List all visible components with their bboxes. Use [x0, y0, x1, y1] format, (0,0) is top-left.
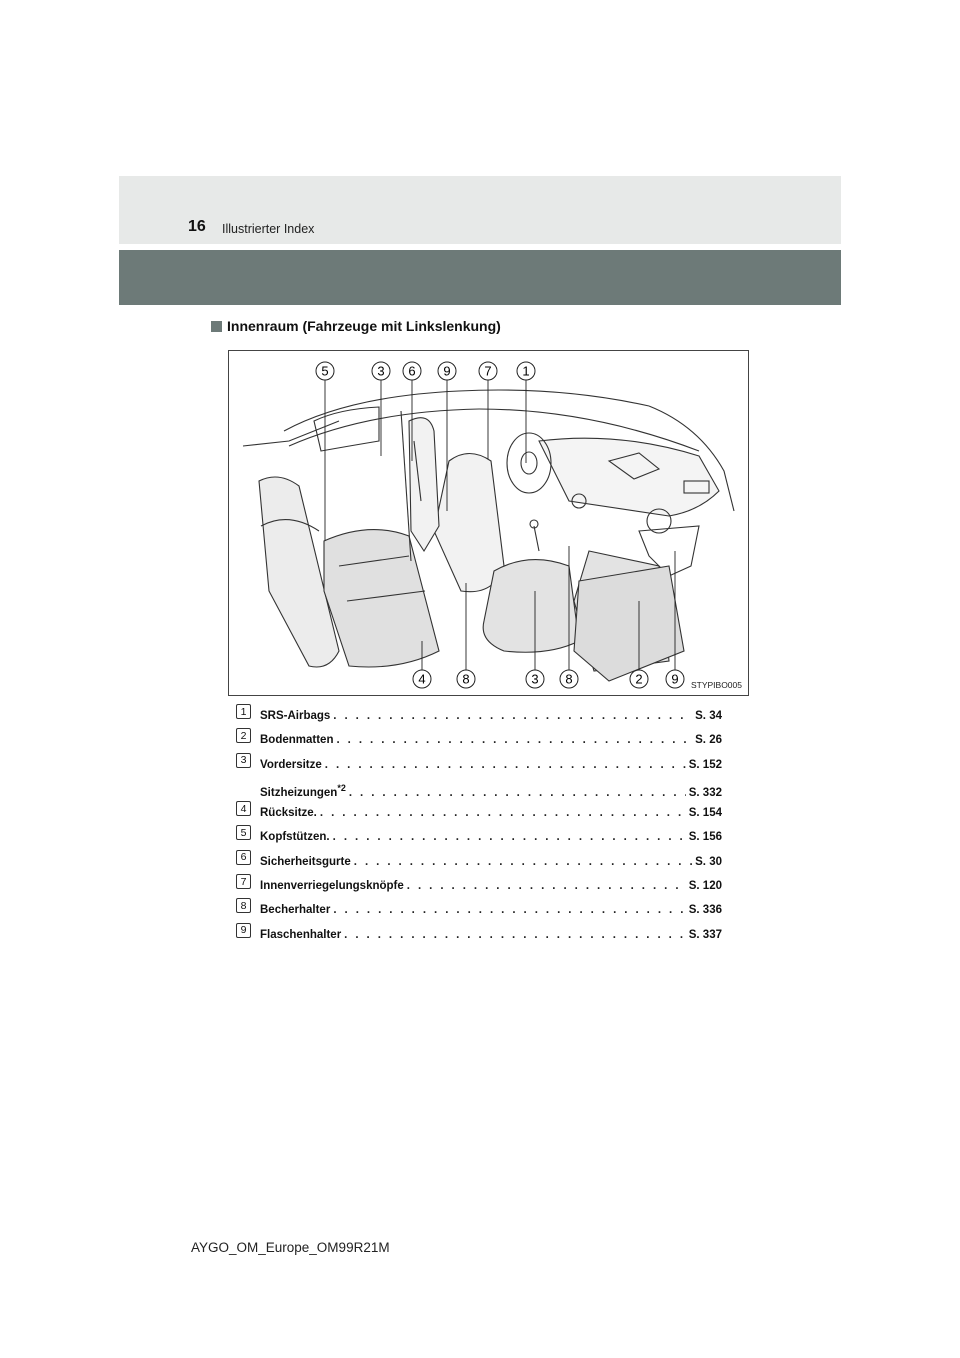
index-number-badge: 4: [236, 801, 251, 816]
svg-text:4: 4: [418, 671, 426, 687]
index-number-badge: 8: [236, 898, 251, 913]
index-entry[interactable]: [260, 710, 722, 722]
index-label: Kopfstützen.: [260, 831, 330, 844]
footer-doc-id: AYGO_OM_Europe_OM99R21M: [191, 1240, 390, 1255]
leader-dots: [349, 787, 686, 799]
callout-bottom-4: [413, 670, 431, 688]
callout-bottom-8: [457, 670, 475, 688]
callout-top-5: [316, 362, 334, 380]
svg-text:8: 8: [462, 671, 470, 687]
header-dark-band: [119, 250, 841, 305]
index-entry[interactable]: [260, 904, 722, 916]
callout-top-9: [438, 362, 456, 380]
interior-illustration: [228, 350, 749, 696]
index-label: SRS-Airbags: [260, 710, 331, 722]
callout-top-6: [403, 362, 421, 380]
index-page-ref: S. 34: [695, 710, 722, 722]
leader-dots: [325, 759, 686, 771]
index-number-badge: 3: [236, 753, 251, 768]
svg-text:9: 9: [671, 671, 679, 687]
index-number-badge: 5: [236, 825, 251, 840]
index-number-badge: 1: [236, 704, 251, 719]
index-label: Vordersitze: [260, 758, 322, 771]
index-row: [236, 898, 722, 922]
index-row: [236, 850, 722, 874]
svg-text:2: 2: [635, 671, 643, 687]
callout-bottom-2: [630, 670, 648, 688]
index-page-ref: S. 336: [688, 904, 722, 917]
index-entry[interactable]: [260, 880, 722, 892]
index-page-ref: S. 120: [688, 880, 722, 893]
leader-dots: [333, 904, 685, 916]
index-row: [236, 874, 722, 898]
index-label: Sicherheitsgurte: [260, 855, 351, 868]
svg-text:7: 7: [484, 363, 492, 379]
index-label: Flaschenhalter: [260, 928, 342, 941]
svg-text:1: 1: [522, 363, 530, 379]
index-label: Bodenmatten: [260, 734, 334, 747]
index-row: [236, 704, 722, 728]
callout-top-3: [372, 362, 390, 380]
index-row: [236, 825, 722, 849]
svg-text:3: 3: [531, 671, 539, 687]
leader-dots: [333, 710, 692, 722]
index-row: [236, 753, 722, 777]
index-number-badge: 2: [236, 728, 251, 743]
callout-bottom-8b: [560, 670, 578, 688]
svg-text:9: 9: [443, 363, 451, 379]
index-page-ref: S. 154: [688, 807, 722, 820]
index-list: [236, 704, 722, 947]
index-label: Becherhalter: [260, 904, 331, 917]
leader-dots: [320, 807, 686, 819]
leader-dots: [333, 831, 686, 843]
index-row: [236, 728, 722, 752]
index-entry[interactable]: [260, 831, 722, 843]
index-row: [236, 923, 722, 947]
callout-bottom-3: [526, 670, 544, 688]
index-row: [236, 777, 722, 801]
sub-heading: [211, 318, 501, 334]
index-entry[interactable]: [260, 807, 722, 819]
svg-text:6: 6: [408, 363, 416, 379]
index-label: Sitzheizungen$^{*2}$: [260, 782, 346, 799]
leader-dots: [354, 856, 692, 868]
index-label: Rücksitze.: [260, 807, 317, 820]
index-entry[interactable]: [260, 856, 722, 868]
section-title: Illustrierter Index: [222, 222, 315, 236]
index-entry[interactable]: [260, 759, 722, 771]
leader-dots: [336, 734, 692, 746]
index-label: Innenverriegelungsknöpfe: [260, 880, 404, 893]
leader-dots: [407, 880, 686, 892]
sub-heading-text: Innenraum (Fahrzeuge mit Linkslenkung): [227, 318, 501, 334]
index-entry[interactable]: [260, 734, 722, 746]
index-page-ref: S. 332: [688, 786, 722, 799]
svg-text:3: 3: [377, 363, 385, 379]
index-page-ref: S. 156: [688, 831, 722, 844]
index-entry[interactable]: [260, 929, 722, 941]
index-page-ref: S. 152: [688, 758, 722, 771]
page-number: 16: [188, 218, 206, 235]
svg-text:5: 5: [321, 363, 329, 379]
index-entry[interactable]: [260, 783, 722, 799]
index-row: [236, 801, 722, 825]
svg-text:8: 8: [565, 671, 573, 687]
callout-top-1: [517, 362, 535, 380]
index-number-badge: 7: [236, 874, 251, 889]
leader-dots: [344, 929, 686, 941]
callout-top-7: [479, 362, 497, 380]
callout-bottom-9: [666, 670, 684, 688]
figure-code: STYPIBO005: [690, 680, 742, 690]
index-number-badge: 9: [236, 923, 251, 938]
square-bullet-icon: [211, 321, 222, 332]
index-page-ref: S. 26: [695, 734, 722, 747]
index-page-ref: S. 30: [695, 855, 722, 868]
index-page-ref: S. 337: [688, 928, 722, 941]
footnote-marker: *2: [337, 782, 346, 793]
index-number-badge: 6: [236, 850, 251, 865]
callout-markers: [229, 351, 750, 697]
